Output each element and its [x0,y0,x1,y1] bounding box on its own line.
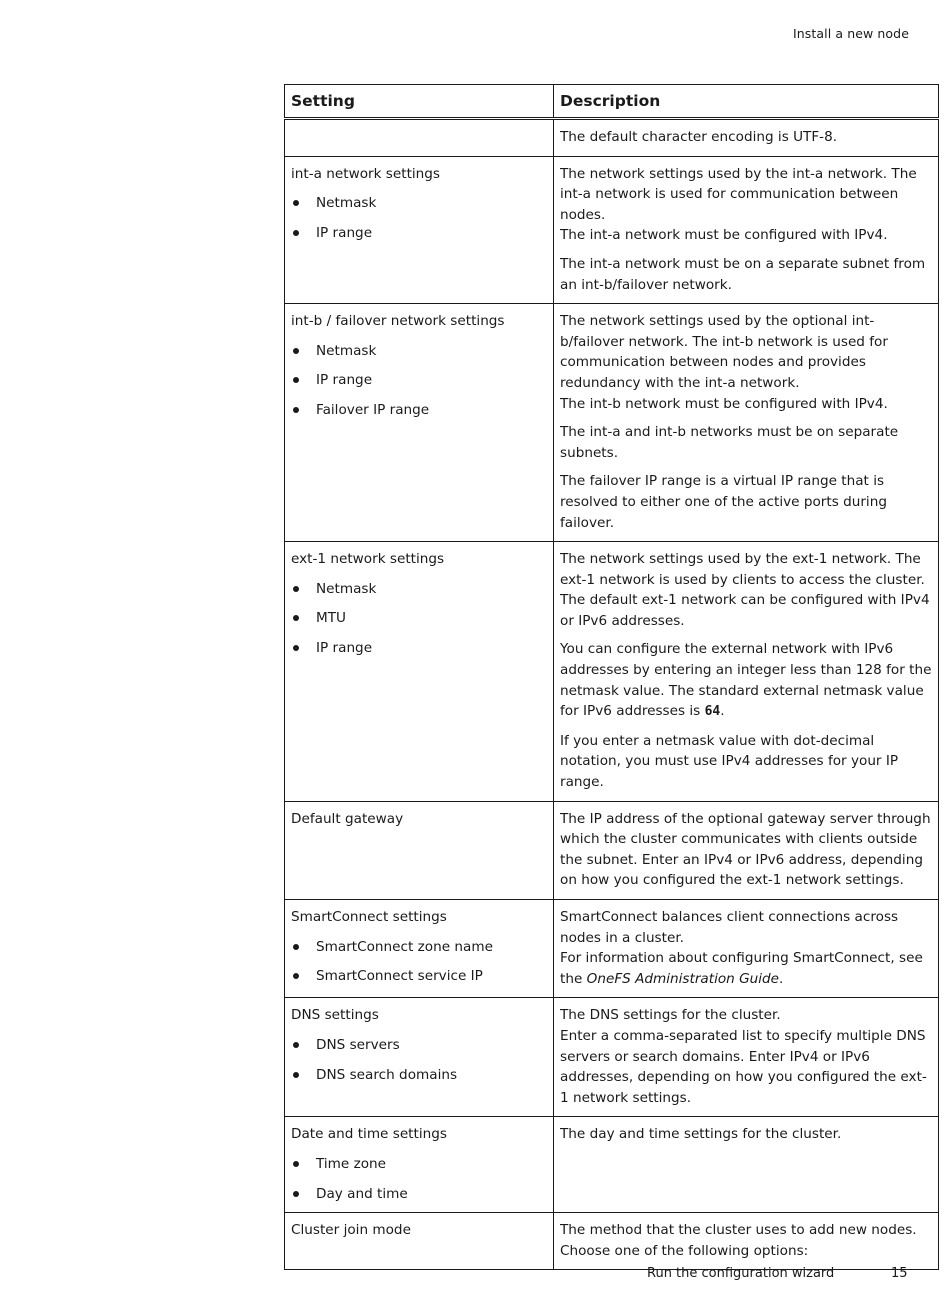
footer-section-title: Run the configuration wizard [647,1266,835,1281]
running-header: Install a new node [792,26,909,41]
description-line: The int-a and int-b networks must be on separate subnets. [560,424,899,461]
setting-cell [285,900,554,998]
column-header-setting: Setting [285,85,554,119]
setting-name: DNS settings [291,1007,379,1024]
list-item: Netmask [291,341,547,362]
list-item: IP range [291,638,547,659]
list-item: Netmask [291,579,547,600]
list-item: SmartConnect service IP [291,966,547,987]
description-line: The method that the cluster uses to add new nodes. [560,1222,917,1239]
table-body [285,119,939,1270]
setting-cell [285,801,554,899]
table-row [285,304,939,542]
list-item: Time zone [291,1154,547,1175]
description-line: If you enter a netmask value with dot-decimal notation, you must use IPv4 addresses for your IP range. [560,732,899,791]
list-item: DNS servers [291,1035,547,1056]
table-row [285,801,939,899]
setting-options-list [291,1035,547,1085]
settings-table [284,84,939,1270]
setting-name: Default gateway [291,810,404,827]
description-line: Choose one of the following options: [560,1242,809,1259]
setting-cell [285,542,554,802]
description-line: The default character encoding is UTF-8. [560,129,838,145]
list-item: Netmask [291,193,547,214]
setting-cell [285,1213,554,1270]
description-cell [554,998,939,1117]
description-line: For information about configuring SmartConnect, see the [560,950,923,987]
setting-cell [285,1117,554,1213]
description-paragraph [560,164,932,246]
table-row [285,1117,939,1213]
description-paragraph [560,1124,932,1145]
description-paragraph [560,1005,932,1108]
description-paragraph [560,731,932,793]
table-header [285,85,939,119]
setting-options-list [291,193,547,243]
description-paragraph [560,254,932,295]
table-header-row [285,85,939,119]
table-row [285,900,939,998]
running-footer [0,1266,950,1284]
description-line: The DNS settings for the cluster. [560,1007,781,1024]
page-number: 15 [891,1266,908,1281]
description-cell [554,156,939,304]
description-cell [554,1213,939,1270]
list-item: DNS search domains [291,1065,547,1086]
description-line: The IP address of the optional gateway server through which the cluster communicates with clients outside the subnet. Enter an IPv4 or IPv6 address, depending on how you configured the ext-1 network settings. [560,810,931,889]
setting-options-list [291,579,547,659]
description-line: The network settings used by the ext-1 network. The ext-1 network is used by clients to access the cluster. The default ext-1 network can be configured with IPv4 or IPv6 addresses. [560,551,930,629]
description-line: The day and time settings for the cluster. [560,1126,842,1143]
description-line: The int-b network must be configured with IPv4. [560,395,888,412]
list-item: MTU [291,608,547,629]
table-row [285,542,939,802]
description-paragraph [560,471,932,533]
description-cell [554,542,939,802]
description-cell [554,900,939,998]
description-paragraph [560,1220,932,1261]
description-cell [554,304,939,542]
description-paragraph [560,422,932,463]
list-item: IP range [291,223,547,244]
setting-cell [285,119,554,157]
list-item: Day and time [291,1184,547,1205]
description-line: You can configure the external network with IPv6 addresses by entering an integer less than 128 for the netmask value. The standard external netmask value for IPv6 addresses is [560,641,932,720]
list-item: Failover IP range [291,400,547,421]
setting-name: Date and time settings [291,1126,447,1143]
description-line: The network settings used by the int-a network. The int-a network is used for communication between nodes. [560,165,917,223]
column-header-description: Description [554,85,939,119]
guide-title: OneFS Administration Guide [586,970,780,987]
list-item: SmartConnect zone name [291,937,547,958]
setting-options-list [291,1154,547,1204]
setting-name: SmartConnect settings [291,909,447,925]
description-paragraph [560,639,932,722]
setting-options-list [291,341,547,421]
description-line: Enter a comma-separated list to specify multiple DNS servers or search domains. Enter IPv4 or IPv6 addresses, depending on how you configured the ext-1 network settings. [560,1027,927,1106]
description-line: The int-a network must be configured with IPv4. [560,227,888,244]
description-line: The int-a network must be on a separate subnet from an int-b/failover network. [560,255,926,293]
setting-cell [285,156,554,304]
list-item: IP range [291,370,547,391]
netmask-value: 64 [704,704,721,720]
setting-name: int-a network settings [291,165,441,182]
table-row [285,156,939,304]
setting-options-list [291,937,547,987]
punctuation: . [720,703,725,720]
description-cell [554,801,939,899]
table-row [285,1213,939,1270]
description-line: The network settings used by the optional int-b/failover network. The int-b network is used for communication between nodes and provides redundancy with the int-a network. [560,313,888,391]
table-row [285,998,939,1117]
setting-name: Cluster join mode [291,1222,411,1239]
setting-cell [285,998,554,1117]
description-line: The failover IP range is a virtual IP range that is resolved to either one of the active ports during failover. [560,473,887,531]
description-cell [554,1117,939,1213]
description-paragraph [560,907,932,989]
description-paragraph [560,809,932,891]
setting-name: ext-1 network settings [291,551,445,568]
description-line: SmartConnect balances client connections across nodes in a cluster. [560,909,899,946]
setting-name: int-b / failover network settings [291,313,505,330]
description-cell [554,119,939,157]
description-paragraph [560,549,932,631]
setting-cell [285,304,554,542]
description-paragraph [560,311,932,414]
description-paragraph [560,127,932,148]
punctuation: . [779,970,784,987]
table-row [285,119,939,157]
